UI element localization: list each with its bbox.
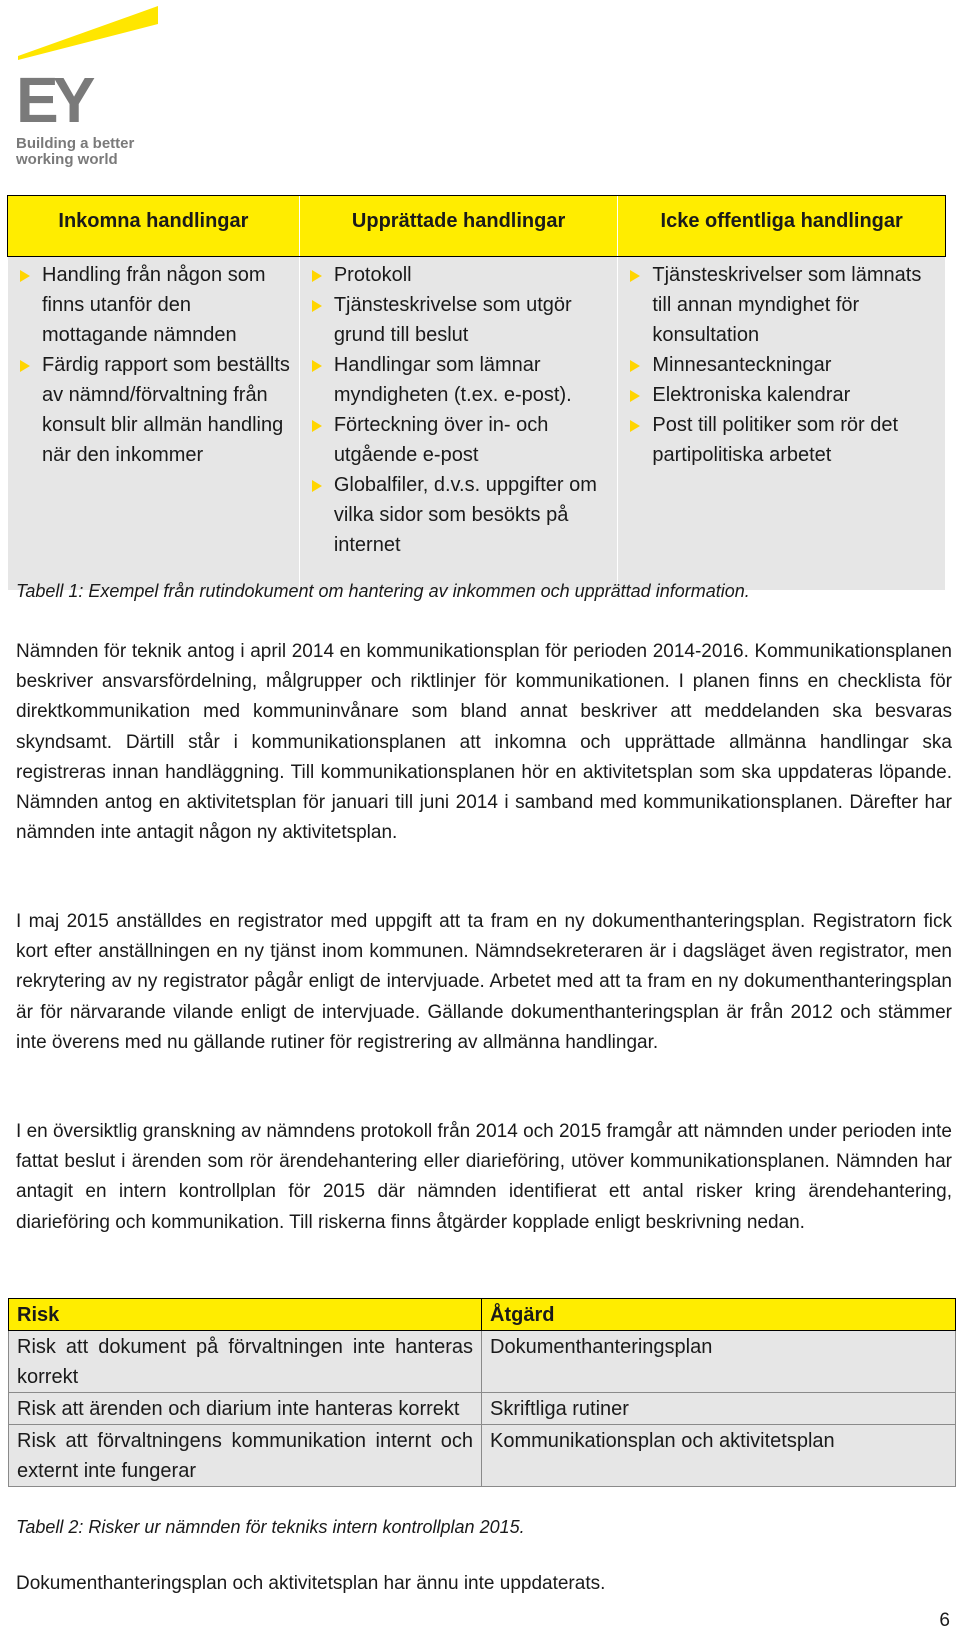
risk-table: [8, 1298, 956, 1487]
list-item: [304, 470, 614, 560]
action-cell: Dokumenthanteringsplan: [482, 1331, 956, 1393]
table2-caption: Tabell 2: Risker ur nämnden för tekniks intern kontrollplan 2015.: [16, 1517, 525, 1537]
risk-cell: Risk att dokument på förvaltningen inte hanteras korrekt: [9, 1331, 482, 1393]
table-row: [9, 1425, 956, 1487]
bullet-arrow-icon: [630, 360, 640, 372]
bullet-arrow-icon: [312, 420, 322, 432]
list-item-text: Protokoll: [333, 264, 412, 286]
table1-header-created: Upprättade handlingar: [299, 196, 618, 256]
table1-col-nonpublic: [618, 256, 945, 590]
table1-caption: Tabell 1: Exempel från rutindokument om hantering av inkommen och upprättad information.: [16, 581, 750, 601]
ey-tagline-line2: working world: [16, 151, 118, 168]
list-item: [304, 260, 614, 290]
list-item-text: Minnesanteckningar: [652, 354, 832, 376]
bullet-arrow-icon: [630, 420, 640, 432]
list-item: [12, 350, 295, 470]
bullet-arrow-icon: [312, 360, 322, 372]
list-item: [304, 350, 614, 410]
list-item-text: Tjänsteskrivelser som lämnats till annan myndighet för konsultation: [652, 264, 922, 346]
table1-header-row: [8, 196, 945, 256]
list-item: [622, 380, 941, 410]
list-item: [304, 290, 614, 350]
list-item: [304, 410, 614, 470]
ey-logo: [16, 4, 166, 170]
paragraph-communication-plan: Nämnden för teknik antog i april 2014 en kommunikationsplan för perioden 2014-2016. Kommunikationsplanen beskriver ansvarsfördelning, målgrupper och riktlinjer för kommunikationen. I planen finns en checklista för direktkommunikation med kommuninvånare som bland annat beskriver att meddelanden ska besvaras skyndsamt. Därtill står i kommunikationsplanen att inkomna och upprättade allmänna handlingar ska registreras innan handläggning. Till kommunikationsplanen hör en aktivitetsplan som ska uppdateras löpande. Nämnden antog en aktivitetsplan för januari till juni 2014 i samband med kommunikationsplanen. Därefter har nämnden inte antagit någon ny aktivitetsplan.: [16, 641, 952, 844]
bullet-arrow-icon: [20, 360, 30, 372]
table1-col-created: [299, 256, 618, 590]
list-item-text: Elektroniska kalendrar: [652, 384, 851, 406]
table2-header-risk: Risk: [9, 1299, 482, 1331]
list-item: [622, 350, 941, 380]
table-row: [9, 1331, 956, 1393]
table1-body-row: [8, 256, 945, 590]
paragraph-protocol-review: I en översiktlig granskning av nämndens protokoll från 2014 och 2015 framgår att nämnden under perioden inte fattat beslut i ärenden som rör ärendehantering eller diarieföring, utöver kommunikationsplanen. Nämnden har antagit en intern kontrollplan för 2015 där nämnden identifierat ett antal risker kring ärendehantering, diarieföring och kommunikation. Till riskerna finns åtgärder kopplade enligt beskrivning nedan.: [16, 1121, 952, 1233]
list-item-text: Globalfiler, d.v.s. uppgifter om vilka sidor som besökts på internet: [333, 474, 597, 556]
bullet-arrow-icon: [20, 270, 30, 282]
paragraph-registrator: I maj 2015 anställdes en registrator med uppgift att ta fram en ny dokumenthanteringsplan. Registratorn fick kort efter anställningen en ny tjänst inom kommunen. Nämndsekreteraren är i dagsläget även registrator, men rekrytering av ny registrator pågår enligt de intervjuade. Arbetet med att ta fram en ny dokumenthanteringsplan är för närvarande vilande enligt de intervjuade. Gällande dokumenthanteringsplan är från 2012 och stämmer inte överens med nu gällande rutiner för registrering av allmänna handlingar.: [16, 911, 952, 1053]
ey-tagline-line1: Building a better: [16, 135, 135, 152]
page-number: 6: [939, 1610, 950, 1631]
list-item-text: Tjänsteskrivelse som utgör grund till beslut: [333, 294, 572, 346]
list-item-text: Handling från någon som finns utanför den mottagande nämnden: [42, 264, 266, 346]
table1-header-incoming: Inkomna handlingar: [8, 196, 299, 256]
table2-header-row: [9, 1299, 956, 1331]
ey-logo-text: EY: [16, 64, 90, 136]
list-item-text: Handlingar som lämnar myndigheten (t.ex. e-post).: [333, 354, 572, 406]
table1-col-incoming: [8, 256, 299, 590]
risk-cell: Risk att ärenden och diarium inte hanteras korrekt: [9, 1393, 482, 1425]
bullet-arrow-icon: [312, 480, 322, 492]
ey-beam-icon: [16, 4, 166, 68]
ey-tagline: [16, 136, 176, 168]
bullet-arrow-icon: [312, 270, 322, 282]
bullet-arrow-icon: [630, 390, 640, 402]
bullet-arrow-icon: [312, 300, 322, 312]
table2-header-action: Åtgärd: [482, 1299, 956, 1331]
list-item: [622, 260, 941, 350]
list-item-text: Färdig rapport som beställts av nämnd/förvaltning från konsult blir allmän handling när den inkommer: [42, 354, 290, 466]
list-item-text: Förteckning över in- och utgående e-post: [333, 414, 549, 466]
closing-paragraph: Dokumenthanteringsplan och aktivitetsplan har ännu inte uppdaterats.: [16, 1573, 606, 1594]
action-cell: Kommunikationsplan och aktivitetsplan: [482, 1425, 956, 1487]
list-item: [12, 260, 295, 350]
table-row: [9, 1393, 956, 1425]
document-types-table: [8, 196, 945, 590]
risk-cell: Risk att förvaltningens kommunikation internt och externt inte fungerar: [9, 1425, 482, 1487]
list-item: [622, 410, 941, 470]
table1-header-nonpublic: Icke offentliga handlingar: [618, 196, 945, 256]
action-cell: Skriftliga rutiner: [482, 1393, 956, 1425]
bullet-arrow-icon: [630, 270, 640, 282]
list-item-text: Post till politiker som rör det partipolitiska arbetet: [652, 414, 899, 466]
